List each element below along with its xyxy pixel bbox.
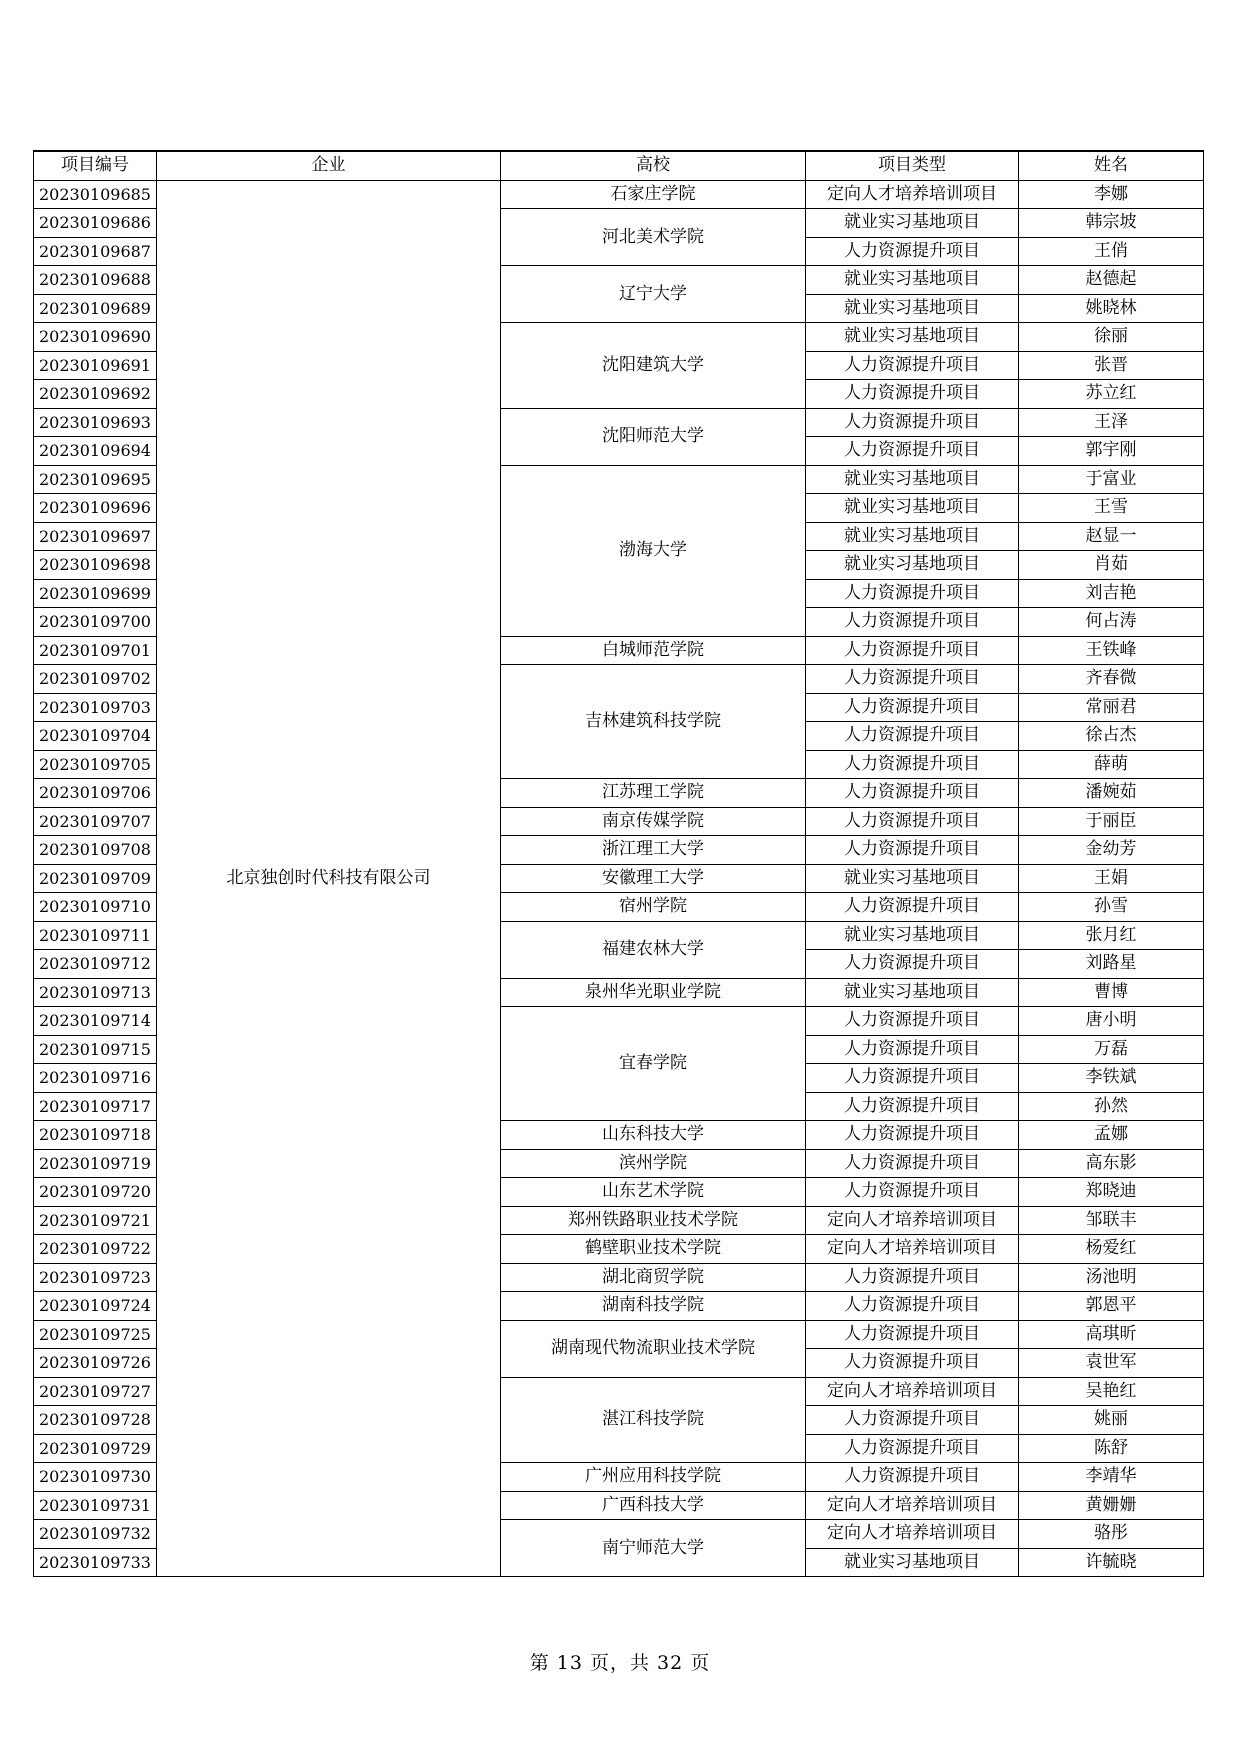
project-id-cell: 20230109720	[34, 1178, 157, 1207]
person-name-cell: 常丽君	[1019, 693, 1204, 722]
school-cell: 浙江理工大学	[501, 836, 806, 865]
project-id-cell: 20230109685	[34, 180, 157, 209]
project-type-cell: 就业实习基地项目	[806, 978, 1019, 1007]
school-cell: 南宁师范大学	[501, 1520, 806, 1577]
project-type-cell: 人力资源提升项目	[806, 836, 1019, 865]
person-name-cell: 王俏	[1019, 237, 1204, 266]
project-type-cell: 定向人才培养培训项目	[806, 1206, 1019, 1235]
person-name-cell: 许毓晓	[1019, 1548, 1204, 1577]
school-cell: 山东科技大学	[501, 1121, 806, 1150]
company-cell: 北京独创时代科技有限公司	[157, 180, 501, 1577]
project-type-cell: 就业实习基地项目	[806, 921, 1019, 950]
project-id-cell: 20230109716	[34, 1064, 157, 1093]
person-name-cell: 曹博	[1019, 978, 1204, 1007]
project-type-cell: 人力资源提升项目	[806, 1064, 1019, 1093]
project-id-cell: 20230109689	[34, 294, 157, 323]
table-body	[34, 180, 1204, 1577]
project-id-cell: 20230109718	[34, 1121, 157, 1150]
project-type-cell: 人力资源提升项目	[806, 779, 1019, 808]
project-id-cell: 20230109702	[34, 665, 157, 694]
person-name-cell: 杨爱红	[1019, 1235, 1204, 1264]
person-name-cell: 肖茹	[1019, 551, 1204, 580]
project-type-cell: 人力资源提升项目	[806, 807, 1019, 836]
project-type-cell: 定向人才培养培训项目	[806, 180, 1019, 209]
person-name-cell: 潘婉茹	[1019, 779, 1204, 808]
project-type-cell: 人力资源提升项目	[806, 1349, 1019, 1378]
project-id-cell: 20230109701	[34, 636, 157, 665]
project-type-cell: 人力资源提升项目	[806, 1178, 1019, 1207]
project-type-cell: 就业实习基地项目	[806, 551, 1019, 580]
person-name-cell: 刘路星	[1019, 950, 1204, 979]
project-type-cell: 人力资源提升项目	[806, 437, 1019, 466]
project-type-cell: 人力资源提升项目	[806, 1406, 1019, 1435]
person-name-cell: 姚丽	[1019, 1406, 1204, 1435]
project-id-cell: 20230109722	[34, 1235, 157, 1264]
person-name-cell: 高东影	[1019, 1149, 1204, 1178]
project-id-cell: 20230109730	[34, 1463, 157, 1492]
project-type-cell: 就业实习基地项目	[806, 522, 1019, 551]
header-row	[34, 151, 1204, 180]
person-name-cell: 郭恩平	[1019, 1292, 1204, 1321]
header-name: 姓名	[1019, 151, 1204, 180]
school-cell: 广州应用科技学院	[501, 1463, 806, 1492]
project-id-cell: 20230109694	[34, 437, 157, 466]
project-id-cell: 20230109712	[34, 950, 157, 979]
project-id-cell: 20230109697	[34, 522, 157, 551]
project-id-cell: 20230109695	[34, 465, 157, 494]
project-id-cell: 20230109699	[34, 579, 157, 608]
project-id-cell: 20230109711	[34, 921, 157, 950]
project-id-cell: 20230109686	[34, 209, 157, 238]
school-cell: 白城师范学院	[501, 636, 806, 665]
person-name-cell: 赵显一	[1019, 522, 1204, 551]
school-cell: 石家庄学院	[501, 180, 806, 209]
person-name-cell: 万磊	[1019, 1035, 1204, 1064]
project-id-cell: 20230109703	[34, 693, 157, 722]
project-type-cell: 定向人才培养培训项目	[806, 1377, 1019, 1406]
project-id-cell: 20230109708	[34, 836, 157, 865]
person-name-cell: 陈舒	[1019, 1434, 1204, 1463]
person-name-cell: 张晋	[1019, 351, 1204, 380]
project-id-cell: 20230109713	[34, 978, 157, 1007]
project-id-cell: 20230109729	[34, 1434, 157, 1463]
table-row	[34, 180, 1204, 209]
project-id-cell: 20230109727	[34, 1377, 157, 1406]
person-name-cell: 王泽	[1019, 408, 1204, 437]
person-name-cell: 高琪昕	[1019, 1320, 1204, 1349]
project-type-cell: 人力资源提升项目	[806, 950, 1019, 979]
person-name-cell: 吴艳红	[1019, 1377, 1204, 1406]
project-type-cell: 就业实习基地项目	[806, 209, 1019, 238]
project-type-cell: 人力资源提升项目	[806, 380, 1019, 409]
person-name-cell: 孟娜	[1019, 1121, 1204, 1150]
person-name-cell: 郭宇刚	[1019, 437, 1204, 466]
person-name-cell: 张月红	[1019, 921, 1204, 950]
school-cell: 宿州学院	[501, 893, 806, 922]
project-id-cell: 20230109725	[34, 1320, 157, 1349]
school-cell: 广西科技大学	[501, 1491, 806, 1520]
project-type-cell: 人力资源提升项目	[806, 665, 1019, 694]
person-name-cell: 李铁斌	[1019, 1064, 1204, 1093]
project-type-cell: 人力资源提升项目	[806, 408, 1019, 437]
project-id-cell: 20230109704	[34, 722, 157, 751]
project-type-cell: 人力资源提升项目	[806, 608, 1019, 637]
project-id-cell: 20230109717	[34, 1092, 157, 1121]
project-table	[33, 150, 1204, 1577]
person-name-cell: 薛萌	[1019, 750, 1204, 779]
project-id-cell: 20230109721	[34, 1206, 157, 1235]
person-name-cell: 骆彤	[1019, 1520, 1204, 1549]
person-name-cell: 孙然	[1019, 1092, 1204, 1121]
project-id-cell: 20230109731	[34, 1491, 157, 1520]
project-type-cell: 人力资源提升项目	[806, 1292, 1019, 1321]
person-name-cell: 苏立红	[1019, 380, 1204, 409]
school-cell: 山东艺术学院	[501, 1178, 806, 1207]
project-type-cell: 定向人才培养培训项目	[806, 1235, 1019, 1264]
person-name-cell: 李靖华	[1019, 1463, 1204, 1492]
project-type-cell: 人力资源提升项目	[806, 1434, 1019, 1463]
school-cell: 湖南现代物流职业技术学院	[501, 1320, 806, 1377]
school-cell: 沈阳师范大学	[501, 408, 806, 465]
school-cell: 郑州铁路职业技术学院	[501, 1206, 806, 1235]
school-cell: 河北美术学院	[501, 209, 806, 266]
project-type-cell: 人力资源提升项目	[806, 1463, 1019, 1492]
school-cell: 吉林建筑科技学院	[501, 665, 806, 779]
project-type-cell: 就业实习基地项目	[806, 465, 1019, 494]
person-name-cell: 齐春微	[1019, 665, 1204, 694]
school-cell: 宜春学院	[501, 1007, 806, 1121]
person-name-cell: 李娜	[1019, 180, 1204, 209]
project-id-cell: 20230109709	[34, 864, 157, 893]
project-type-cell: 就业实习基地项目	[806, 494, 1019, 523]
project-id-cell: 20230109693	[34, 408, 157, 437]
project-type-cell: 定向人才培养培训项目	[806, 1520, 1019, 1549]
project-type-cell: 人力资源提升项目	[806, 579, 1019, 608]
project-id-cell: 20230109733	[34, 1548, 157, 1577]
project-id-cell: 20230109690	[34, 323, 157, 352]
project-id-cell: 20230109688	[34, 266, 157, 295]
project-type-cell: 人力资源提升项目	[806, 893, 1019, 922]
school-cell: 南京传媒学院	[501, 807, 806, 836]
project-type-cell: 人力资源提升项目	[806, 1007, 1019, 1036]
person-name-cell: 徐丽	[1019, 323, 1204, 352]
school-cell: 滨州学院	[501, 1149, 806, 1178]
person-name-cell: 姚晓林	[1019, 294, 1204, 323]
project-type-cell: 人力资源提升项目	[806, 237, 1019, 266]
person-name-cell: 王娟	[1019, 864, 1204, 893]
person-name-cell: 韩宗坡	[1019, 209, 1204, 238]
project-type-cell: 定向人才培养培训项目	[806, 1491, 1019, 1520]
header-company: 企业	[157, 151, 501, 180]
person-name-cell: 唐小明	[1019, 1007, 1204, 1036]
person-name-cell: 金幼芳	[1019, 836, 1204, 865]
person-name-cell: 孙雪	[1019, 893, 1204, 922]
person-name-cell: 刘吉艳	[1019, 579, 1204, 608]
school-cell: 福建农林大学	[501, 921, 806, 978]
person-name-cell: 汤池明	[1019, 1263, 1204, 1292]
person-name-cell: 何占涛	[1019, 608, 1204, 637]
header-project-id: 项目编号	[34, 151, 157, 180]
project-type-cell: 就业实习基地项目	[806, 294, 1019, 323]
project-id-cell: 20230109692	[34, 380, 157, 409]
school-cell: 湖南科技学院	[501, 1292, 806, 1321]
school-cell: 江苏理工学院	[501, 779, 806, 808]
page-footer: 第 13 页，共 32 页	[529, 1652, 711, 1674]
project-type-cell: 人力资源提升项目	[806, 1092, 1019, 1121]
project-id-cell: 20230109723	[34, 1263, 157, 1292]
header-project-type: 项目类型	[806, 151, 1019, 180]
project-id-cell: 20230109698	[34, 551, 157, 580]
project-type-cell: 人力资源提升项目	[806, 1121, 1019, 1150]
project-id-cell: 20230109707	[34, 807, 157, 836]
project-id-cell: 20230109732	[34, 1520, 157, 1549]
project-id-cell: 20230109696	[34, 494, 157, 523]
person-name-cell: 赵德起	[1019, 266, 1204, 295]
project-type-cell: 就业实习基地项目	[806, 266, 1019, 295]
school-cell: 渤海大学	[501, 465, 806, 636]
project-type-cell: 人力资源提升项目	[806, 693, 1019, 722]
project-id-cell: 20230109687	[34, 237, 157, 266]
project-id-cell: 20230109714	[34, 1007, 157, 1036]
project-type-cell: 人力资源提升项目	[806, 722, 1019, 751]
header-school: 高校	[501, 151, 806, 180]
project-type-cell: 人力资源提升项目	[806, 1035, 1019, 1064]
person-name-cell: 袁世军	[1019, 1349, 1204, 1378]
project-type-cell: 人力资源提升项目	[806, 750, 1019, 779]
project-id-cell: 20230109719	[34, 1149, 157, 1178]
project-type-cell: 就业实习基地项目	[806, 323, 1019, 352]
school-cell: 沈阳建筑大学	[501, 323, 806, 409]
project-type-cell: 人力资源提升项目	[806, 1263, 1019, 1292]
project-type-cell: 人力资源提升项目	[806, 1320, 1019, 1349]
person-name-cell: 王雪	[1019, 494, 1204, 523]
school-cell: 安徽理工大学	[501, 864, 806, 893]
school-cell: 湖北商贸学院	[501, 1263, 806, 1292]
school-cell: 辽宁大学	[501, 266, 806, 323]
project-id-cell: 20230109691	[34, 351, 157, 380]
project-type-cell: 就业实习基地项目	[806, 864, 1019, 893]
project-type-cell: 人力资源提升项目	[806, 351, 1019, 380]
person-name-cell: 徐占杰	[1019, 722, 1204, 751]
person-name-cell: 王铁峰	[1019, 636, 1204, 665]
person-name-cell: 邹联丰	[1019, 1206, 1204, 1235]
person-name-cell: 黄姗姗	[1019, 1491, 1204, 1520]
project-type-cell: 人力资源提升项目	[806, 636, 1019, 665]
school-cell: 泉州华光职业学院	[501, 978, 806, 1007]
person-name-cell: 郑晓迪	[1019, 1178, 1204, 1207]
project-id-cell: 20230109715	[34, 1035, 157, 1064]
project-id-cell: 20230109726	[34, 1349, 157, 1378]
project-type-cell: 人力资源提升项目	[806, 1149, 1019, 1178]
project-id-cell: 20230109724	[34, 1292, 157, 1321]
project-id-cell: 20230109706	[34, 779, 157, 808]
project-id-cell: 20230109728	[34, 1406, 157, 1435]
school-cell: 鹤壁职业技术学院	[501, 1235, 806, 1264]
person-name-cell: 于富业	[1019, 465, 1204, 494]
project-id-cell: 20230109705	[34, 750, 157, 779]
project-type-cell: 就业实习基地项目	[806, 1548, 1019, 1577]
person-name-cell: 于丽臣	[1019, 807, 1204, 836]
project-id-cell: 20230109700	[34, 608, 157, 637]
school-cell: 湛江科技学院	[501, 1377, 806, 1463]
project-id-cell: 20230109710	[34, 893, 157, 922]
